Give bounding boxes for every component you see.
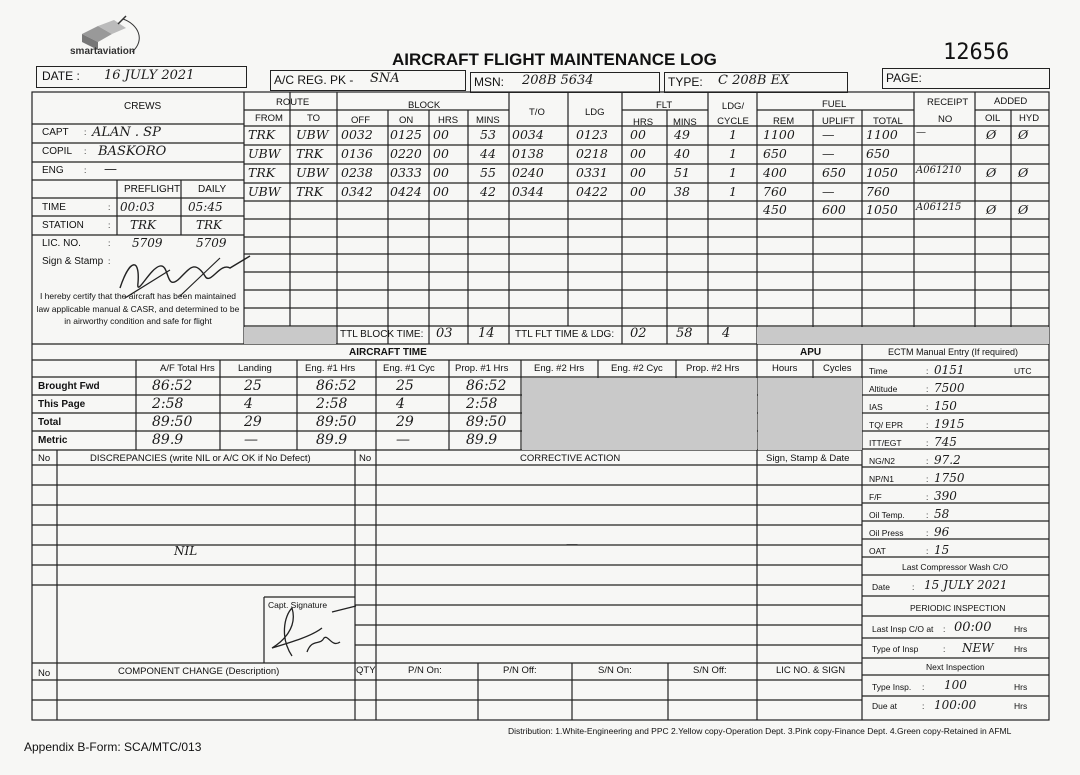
flight-cell-on: 0424 [390, 184, 422, 199]
ectm-colon: : [926, 474, 929, 484]
corr-no-label: No [359, 453, 372, 464]
flight-cell-hrs: 00 [433, 127, 449, 142]
sign-stamp-label: Sign & Stamp [42, 256, 104, 267]
aircraft-time-value: 89:50 [316, 414, 357, 430]
aircraft-time-col-header: Eng. #2 Cyc [611, 363, 663, 374]
aircraft-time-value: 2:58 [316, 396, 348, 412]
acreg-label: A/C REG. PK - [274, 73, 354, 87]
type-value: C 208B EX [718, 73, 790, 88]
ectm-value: 97.2 [934, 453, 961, 467]
ectm-value: 96 [934, 525, 950, 539]
flight-cell-rem: 400 [763, 165, 787, 180]
ectm-value: 58 [934, 507, 950, 521]
flight-cell-to: TRK [296, 184, 324, 199]
flight-cell-off: 0136 [341, 146, 373, 161]
flight-cell-from: TRK [248, 165, 276, 180]
type-label: TYPE: [668, 75, 703, 89]
flight-cell-rem: 760 [763, 184, 787, 199]
flight-cell-to: UBW [296, 165, 329, 180]
flight-cell-rem: 1100 [763, 127, 795, 142]
flight-cell-to: TRK [296, 146, 324, 161]
flight-cell-off: 0032 [341, 127, 373, 142]
aircraft-time-value: 86:52 [152, 378, 193, 394]
appendix-label: Appendix B-Form: SCA/MTC/013 [24, 740, 202, 754]
discrepancy-entry: NIL [174, 544, 198, 558]
aircraft-time-value: 2:58 [152, 396, 184, 412]
page-label: PAGE: [886, 71, 922, 85]
flight-cell-uplift: — [822, 184, 835, 199]
aircraft-time-col-header: Prop. #2 Hrs [686, 363, 740, 374]
flight-cell-flt-hrs: 00 [630, 165, 646, 180]
eng-value: — [104, 162, 117, 177]
apu-title: APU [800, 347, 822, 358]
ectm-label: F/F [869, 492, 882, 502]
aircraft-time-row-label: Metric [38, 435, 68, 446]
aircraft-time-row-label: Total [38, 417, 62, 428]
hdr-ldg: LDG [585, 107, 605, 118]
flight-cell-cycle: 1 [729, 184, 737, 199]
ectm-colon: : [926, 420, 929, 430]
flight-cell-ldg: 0218 [576, 146, 608, 161]
flight-cell-receipt: — [916, 127, 926, 138]
hdr-route: ROUTE [276, 97, 310, 108]
flight-cell-to-time: 0034 [512, 127, 544, 142]
flight-cell-uplift: — [822, 146, 835, 161]
aircraft-time-value: 86:52 [316, 378, 357, 394]
comp-lic-sign: LIC NO. & SIGN [776, 665, 846, 676]
flight-cell-rem: 450 [763, 202, 787, 217]
ectm-value: 15 [934, 543, 950, 557]
ectm-value: 390 [934, 489, 957, 503]
time-preflight: 00:03 [120, 200, 155, 214]
flight-cell-hyd: Ø [1018, 127, 1029, 142]
aircraft-time-col-header: Landing [238, 363, 272, 374]
hdr-receipt-no: NO [938, 114, 953, 125]
serial-number: 12656 [943, 40, 1010, 65]
flight-cell-on: 0125 [390, 127, 422, 142]
crews-title: CREWS [124, 101, 162, 112]
time-daily: 05:45 [188, 200, 223, 214]
flight-cell-flt-mins: 49 [674, 127, 690, 142]
flight-cell-total: 650 [866, 146, 890, 161]
aircraft-time-value: 89.9 [316, 432, 348, 448]
ectm-label: IAS [869, 402, 883, 412]
ttl-block-mins: 14 [478, 326, 495, 341]
ectm-value: 745 [934, 435, 957, 449]
flight-cell-flt-mins: 51 [674, 165, 690, 180]
corrective-title: CORRECTIVE ACTION [520, 453, 621, 464]
hdr-receipt: RECEIPT [927, 97, 969, 108]
msn-label: MSN: [474, 75, 504, 89]
ectm-unit: UTC [1014, 366, 1032, 376]
flight-cell-flt-hrs: 00 [630, 184, 646, 199]
sign-stamp-date-title: Sign, Stamp & Date [766, 453, 850, 464]
flight-cell-hyd: Ø [1018, 202, 1029, 217]
last-insp-unit: Hrs [1014, 624, 1028, 634]
flight-cell-cycle: 1 [729, 146, 737, 161]
shade-eng2 [522, 378, 757, 450]
ectm-label: Altitude [869, 384, 898, 394]
comp-pn-on: P/N On: [408, 665, 442, 676]
aircraft-time-value: 89:50 [466, 414, 507, 430]
hdr-off: OFF [351, 115, 370, 126]
ectm-colon: : [926, 456, 929, 466]
station-label: STATION [42, 220, 84, 231]
hdr-flt: FLT [656, 100, 673, 111]
flight-cell-to-time: 0240 [512, 165, 544, 180]
next-insp-title: Next Inspection [926, 662, 985, 672]
aircraft-time-value: 86:52 [466, 378, 507, 394]
periodic-title: PERIODIC INSPECTION [910, 603, 1006, 613]
acreg-value: SNA [370, 71, 400, 86]
hdr-mins: MINS [476, 115, 500, 126]
wash-date-label: Date [872, 582, 890, 592]
flight-cell-total: 1050 [866, 202, 898, 217]
apu-col-header: Cycles [823, 363, 852, 374]
ectm-label: ITT/EGT [869, 438, 902, 448]
ttl-flt-label: TTL FLT TIME & LDG: [515, 329, 615, 340]
ectm-title: ECTM Manual Entry (If required) [888, 347, 1019, 357]
wash-date-value: 15 JULY 2021 [924, 578, 1008, 592]
last-insp-label: Last Insp C/O at [872, 624, 934, 634]
flight-cell-oil: Ø [986, 202, 997, 217]
eng-label: ENG [42, 165, 64, 176]
flight-cell-ldg: 0422 [576, 184, 608, 199]
ectm-label: NP/N1 [869, 474, 895, 484]
wash-title: Last Compressor Wash C/O [902, 562, 1008, 572]
ectm-colon: : [926, 492, 929, 502]
date-label: DATE : [42, 69, 80, 83]
ectm-value: 1915 [934, 417, 965, 431]
flight-cell-rem: 650 [763, 146, 787, 161]
lic-preflight: 5709 [132, 236, 163, 250]
shade-apu [758, 378, 862, 450]
hdr-hyd: HYD [1019, 113, 1040, 124]
type-insp-value: NEW [962, 641, 994, 655]
preflight-label: PREFLIGHT [124, 184, 181, 195]
hdr-flt-mins: MINS [673, 117, 697, 128]
aircraft-time-value: 25 [396, 378, 414, 394]
ectm-colon: : [926, 438, 929, 448]
lic-label: LIC. NO. [42, 238, 81, 249]
hdr-takeoff: T/O [529, 107, 545, 118]
flight-cell-from: UBW [248, 184, 281, 199]
comp-no-label: No [38, 668, 51, 679]
flight-cell-hrs: 00 [433, 184, 449, 199]
flight-cell-flt-hrs: 00 [630, 146, 646, 161]
ectm-label: Oil Press [869, 528, 904, 538]
ectm-value: 150 [934, 399, 957, 413]
capt-label: CAPT [42, 127, 69, 138]
ectm-value: 0151 [934, 363, 965, 377]
flight-cell-hrs: 00 [433, 165, 449, 180]
ectm-value: 1750 [934, 471, 965, 485]
flight-cell-uplift: 600 [822, 202, 846, 217]
ectm-label: TQ/ EPR [869, 420, 904, 430]
ectm-label: Time [869, 366, 888, 376]
ttl-flt-mins: 58 [676, 326, 693, 341]
hdr-fuel: FUEL [822, 99, 847, 110]
aircraft-time-value: 4 [244, 396, 253, 412]
due-unit: Hrs [1014, 701, 1028, 711]
flight-cell-oil: Ø [986, 127, 997, 142]
aircraft-time-value: — [396, 432, 410, 448]
comp-pn-off: P/N Off: [503, 665, 537, 676]
copil-label: COPIL [42, 146, 73, 157]
next-type-unit: Hrs [1014, 682, 1028, 692]
certify-text: I hereby certify that the aircraft has been maintained law applicable manual & CASR, and determined to be in airworthy condition and safe for flight [36, 291, 240, 326]
ectm-colon: : [926, 546, 929, 556]
ectm-colon: : [926, 528, 929, 538]
comp-title: COMPONENT CHANGE (Description) [118, 666, 280, 677]
flight-cell-flt-hrs: 00 [630, 127, 646, 142]
aircraft-time-row-label: Brought Fwd [38, 381, 100, 392]
aircraft-time-value: 29 [396, 414, 414, 430]
flight-cell-oil: Ø [986, 165, 997, 180]
ectm-colon: : [926, 366, 929, 376]
aircraft-time-col-header: Prop. #1 Hrs [455, 363, 509, 374]
hdr-on: ON [399, 115, 414, 126]
distribution-text: Distribution: 1.White-Engineering and PPC 2.Yellow copy-Operation Dept. 3.Pink copy-Finance Dept. 4.Green copy-Retained in AFML [508, 726, 1012, 736]
hdr-from: FROM [255, 113, 283, 124]
station-preflight: TRK [130, 218, 157, 232]
corrective-entry: — [566, 537, 578, 551]
comp-sn-off: S/N Off: [693, 665, 727, 676]
disc-title: DISCREPANCIES (write NIL or A/C OK if No Defect) [90, 453, 311, 464]
ectm-value: 7500 [934, 381, 965, 395]
flight-cell-ldg: 0123 [576, 127, 608, 142]
shade-ttl-right [757, 327, 1049, 344]
aircraft-time-col-header: Eng. #1 Hrs [305, 363, 356, 374]
time-label: TIME [42, 202, 66, 213]
lic-daily: 5709 [196, 236, 227, 250]
flight-cell-from: UBW [248, 146, 281, 161]
flight-cell-receipt: A061215 [916, 202, 962, 213]
aircraft-time-value: 25 [244, 378, 262, 394]
last-insp-value: 00:00 [954, 620, 992, 635]
logo-text: smartaviation [70, 46, 136, 57]
flight-cell-mins: 42 [480, 184, 496, 199]
flight-cell-flt-mins: 40 [674, 146, 690, 161]
hdr-block: BLOCK [408, 100, 441, 111]
flight-cell-ldg: 0331 [576, 165, 608, 180]
type-insp-unit: Hrs [1014, 644, 1028, 654]
captain-signature-mark [262, 598, 362, 662]
hdr-flt-hrs: HRS [633, 117, 654, 128]
next-type-label: Type Insp. [872, 682, 912, 692]
flight-cell-receipt: A061210 [916, 165, 962, 176]
flight-cell-on: 0220 [390, 146, 422, 161]
apu-col-header: Hours [772, 363, 798, 374]
aircraft-time-value: — [244, 432, 258, 448]
flight-cell-to-time: 0344 [512, 184, 544, 199]
aircraft-time-col-header: A/F Total Hrs [160, 363, 215, 374]
capt-signature-label: Capt. Signature [268, 600, 328, 610]
aircraft-time-value: 2:58 [466, 396, 498, 412]
aircraft-time-col-header: Eng. #2 Hrs [534, 363, 585, 374]
aircraft-time-value: 4 [396, 396, 405, 412]
flight-cell-uplift: 650 [822, 165, 846, 180]
hdr-rem: REM [773, 116, 795, 127]
shade-ttl-left [244, 327, 336, 344]
ttl-block-label: TTL BLOCK TIME: [340, 329, 424, 340]
flight-cell-on: 0333 [390, 165, 422, 180]
hdr-added: ADDED [994, 96, 1028, 107]
flight-cell-total: 760 [866, 184, 890, 199]
aircraft-time-value: 89:50 [152, 414, 193, 430]
capt-value: ALAN . SP [92, 125, 161, 140]
aircraft-time-value: 29 [244, 414, 262, 430]
comp-sn-on: S/N On: [598, 665, 632, 676]
flight-cell-hrs: 00 [433, 146, 449, 161]
flight-cell-total: 1050 [866, 165, 898, 180]
flight-cell-to: UBW [296, 127, 329, 142]
form-title: AIRCRAFT FLIGHT MAINTENANCE LOG [392, 50, 717, 69]
ectm-label: Oil Temp. [869, 510, 905, 520]
hdr-hrs: HRS [438, 115, 459, 126]
flight-cell-total: 1100 [866, 127, 898, 142]
flight-cell-cycle: 1 [729, 165, 737, 180]
date-value: 16 JULY 2021 [104, 68, 195, 83]
daily-label: DAILY [198, 184, 227, 195]
due-value: 100:00 [934, 698, 977, 712]
ectm-label: NG/N2 [869, 456, 895, 466]
hdr-oil: OIL [985, 113, 1001, 124]
next-type-value: 100 [944, 678, 967, 692]
due-label: Due at [872, 701, 898, 711]
hdr-total: TOTAL [873, 116, 903, 127]
ttl-ldg: 4 [722, 326, 731, 341]
aircraft-time-row-label: This Page [38, 399, 86, 410]
aircraft-time-col-header: Eng. #1 Cyc [383, 363, 435, 374]
aircraft-time-value: 89.9 [152, 432, 184, 448]
disc-no-label: No [38, 453, 51, 464]
aircraft-time-value: 89.9 [466, 432, 498, 448]
flight-cell-off: 0342 [341, 184, 373, 199]
flight-cell-to-time: 0138 [512, 146, 544, 161]
aircraft-time-title: AIRCRAFT TIME [349, 347, 427, 358]
hdr-uplift: UPLIFT [822, 116, 855, 127]
flight-cell-cycle: 1 [729, 127, 737, 142]
hdr-to: TO [307, 113, 321, 124]
comp-qty: QTY [356, 665, 376, 676]
station-daily: TRK [196, 218, 223, 232]
copil-value: BASKORO [98, 144, 167, 159]
ttl-flt-hrs: 02 [630, 326, 647, 341]
msn-value: 208B 5634 [522, 73, 594, 88]
ectm-colon: : [926, 510, 929, 520]
type-insp-label: Type of Insp [872, 644, 919, 654]
hdr-ldg-cycle: LDG/ CYCLE [717, 101, 749, 127]
flight-cell-hyd: Ø [1018, 165, 1029, 180]
ttl-block-hrs: 03 [436, 326, 453, 341]
flight-cell-mins: 44 [480, 146, 496, 161]
flight-cell-off: 0238 [341, 165, 373, 180]
ectm-colon: : [926, 384, 929, 394]
flight-cell-mins: 55 [480, 165, 496, 180]
flight-cell-from: TRK [248, 127, 276, 142]
flight-cell-mins: 53 [480, 127, 496, 142]
ectm-label: OAT [869, 546, 886, 556]
flight-cell-flt-mins: 38 [674, 184, 690, 199]
ectm-colon: : [926, 402, 929, 412]
flight-cell-uplift: — [822, 127, 835, 142]
